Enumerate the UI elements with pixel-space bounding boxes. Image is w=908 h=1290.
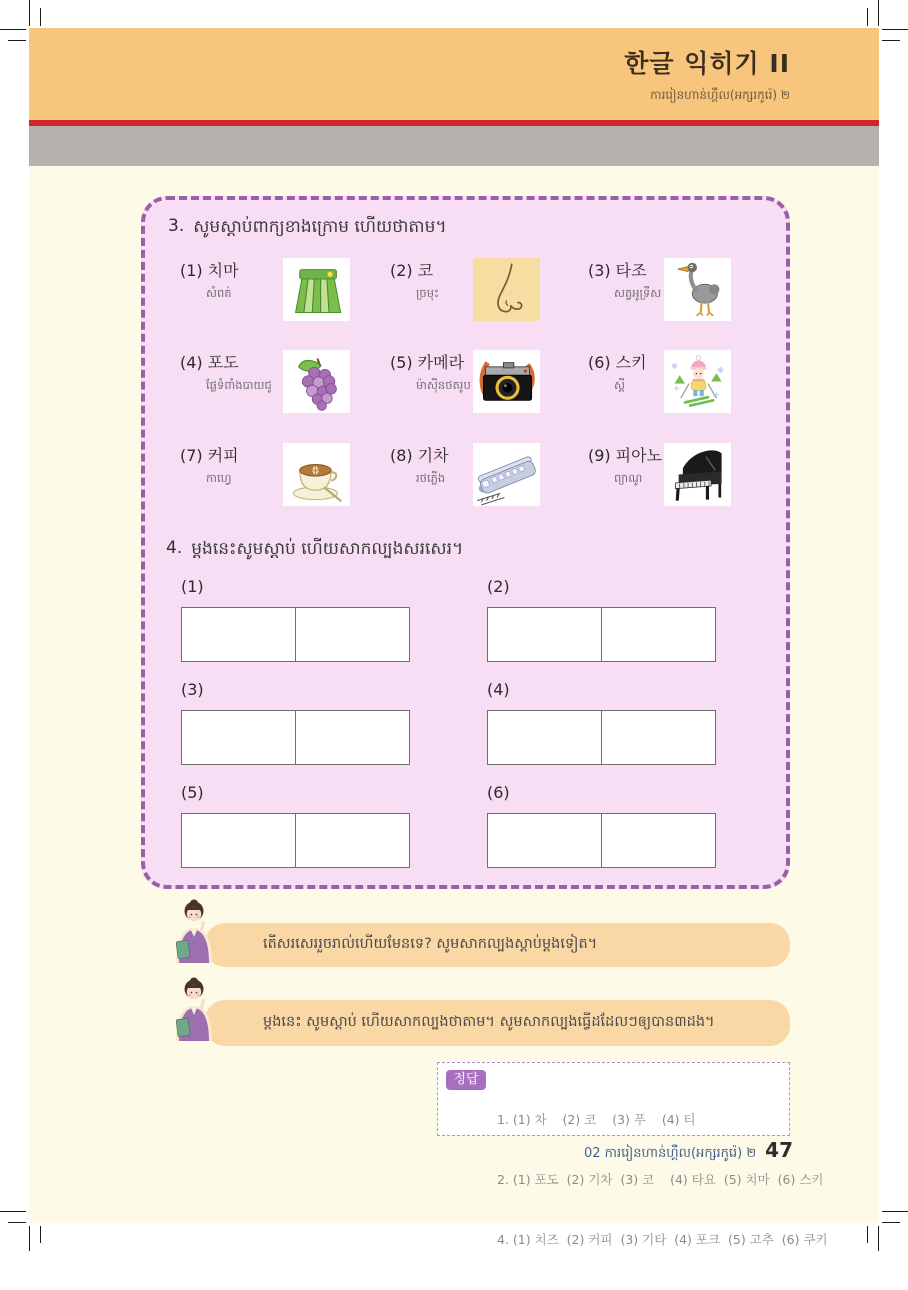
vocab-item-6: [588, 350, 731, 413]
item-khmer: សំពត់: [206, 286, 232, 300]
skirt-image: [283, 258, 350, 321]
crop-mark: [0, 1211, 26, 1212]
answer-cell: [602, 608, 715, 661]
teacher-note-text: តើសរសេររួចរាល់ហើយមែនទេ? សូមសាកល្បងស្ដាប់ម្ដងទៀត។: [263, 935, 598, 952]
exercise3-number: 3.: [168, 216, 185, 236]
item-korean: 코: [417, 261, 434, 280]
vocab-item-9: [588, 443, 731, 506]
item-number: (7): [180, 446, 203, 465]
answer-label-2: (2): [487, 577, 510, 596]
item-number: (4): [180, 353, 203, 372]
nose-image: [473, 258, 540, 321]
item-korean: 타조: [615, 261, 647, 280]
item-khmer: រថភ្លើង: [416, 471, 446, 485]
exercise3-heading: [168, 216, 447, 241]
crop-mark: [882, 29, 908, 30]
item-number: (1): [180, 261, 203, 280]
page-title: 한글 익히기 II: [624, 49, 790, 78]
teacher-icon: [170, 975, 218, 1043]
exercise-box: [141, 196, 790, 889]
item-number: (2): [390, 261, 413, 280]
footer-page-number: 47: [765, 1138, 793, 1162]
item-korean: 기차: [417, 446, 449, 465]
item-khmer: ស្គី: [614, 378, 625, 392]
crop-mark: [40, 8, 41, 26]
item-number: (9): [588, 446, 611, 465]
answer-key-line-2: 2. (1) 포도 (2) 기차 (3) 코 (4) 타요 (5) 치마 (6) 스키: [497, 1172, 824, 1187]
answer-cell: [488, 711, 602, 764]
item-khmer: ច្រមុះ: [416, 286, 440, 300]
item-number: (5): [390, 353, 413, 372]
crop-mark: [29, 1226, 30, 1251]
vocab-item-4: [180, 350, 350, 413]
teacher-note-text: ម្ដងនេះ សូមស្ដាប់ ហើយសាកល្បងថាតាម។ សូមសាកល្បងធ្វើដដែលៗឲ្យបាន៣ដង។: [263, 1013, 715, 1030]
vocab-item-8: [390, 443, 540, 506]
answer-cell: [488, 608, 602, 661]
item-khmer: ព្យាណូ: [614, 471, 643, 485]
answer-key-line-3: 4. (1) 치즈 (2) 커피 (3) 기타 (4) 포크 (5) 고추 (6) 쿠키: [497, 1232, 828, 1247]
crop-mark: [882, 1211, 908, 1212]
crop-mark: [8, 1222, 26, 1223]
item-khmer: សត្វអូទ្រីស: [614, 286, 662, 300]
crop-mark: [878, 1226, 879, 1251]
answer-cell: [296, 608, 409, 661]
answer-label-6: (6): [487, 783, 510, 802]
answer-cell: [182, 711, 296, 764]
answer-box-3: [181, 710, 410, 765]
teacher-note-2: [205, 1000, 790, 1046]
answer-cell: [296, 814, 409, 867]
skier-image: [664, 350, 731, 413]
answer-key-badge: 정답: [446, 1070, 486, 1090]
item-korean: 피아노: [615, 446, 663, 465]
vocab-item-7: [180, 443, 350, 506]
exercise3-title: សូមស្ដាប់ពាក្យខាងក្រោម ហើយថាតាម។: [193, 217, 447, 237]
answer-cell: [602, 814, 715, 867]
crop-mark: [29, 0, 30, 26]
crop-mark: [867, 8, 868, 26]
page-footer: [584, 1138, 793, 1164]
coffee-image: [283, 443, 350, 506]
item-number: (6): [588, 353, 611, 372]
teacher-icon: [170, 897, 218, 965]
exercise4-heading: [166, 538, 463, 563]
crop-mark: [0, 29, 26, 30]
answer-label-3: (3): [181, 680, 204, 699]
answer-box-2: [487, 607, 716, 662]
crop-mark: [867, 1226, 868, 1243]
ostrich-image: [664, 258, 731, 321]
item-number: (8): [390, 446, 413, 465]
answer-cell: [488, 814, 602, 867]
item-khmer: កាហ្វេ: [206, 471, 232, 485]
crop-mark: [8, 40, 26, 41]
item-korean: 스키: [615, 353, 647, 372]
item-number: (3): [588, 261, 611, 280]
vocab-item-1: [180, 258, 350, 321]
answer-cell: [182, 814, 296, 867]
item-korean: 포도: [207, 353, 239, 372]
item-khmer: ម៉ាស៊ីនថតរូប: [416, 378, 471, 392]
answer-cell: [602, 711, 715, 764]
answer-box-5: [181, 813, 410, 868]
teacher-note-1: [205, 923, 790, 967]
vocab-item-3: [588, 258, 731, 321]
answer-label-4: (4): [487, 680, 510, 699]
item-khmer: ផ្លែទំពាំងបាយជូ: [206, 378, 272, 392]
answer-key-line-1: 1. (1) 차 (2) 코 (3) 푸 (4) 티: [497, 1112, 696, 1127]
answer-cell: [182, 608, 296, 661]
grapes-image: [283, 350, 350, 413]
answer-cell: [296, 711, 409, 764]
item-korean: 카메라: [417, 353, 465, 372]
camera-image: [473, 350, 540, 413]
textbook-page: [29, 28, 879, 1247]
item-korean: 커피: [207, 446, 239, 465]
vocab-item-2: [390, 258, 540, 321]
crop-mark: [878, 0, 879, 26]
exercise4-number: 4.: [166, 538, 183, 558]
footer-chapter-title: 02 ការរៀនហាន់ហ្គឺល(អក្សរកូរ៉េ) ២: [583, 1146, 757, 1161]
piano-image: [664, 443, 731, 506]
crop-mark: [882, 1222, 900, 1223]
header-band: [29, 28, 879, 120]
answer-box-4: [487, 710, 716, 765]
answer-label-1: (1): [181, 577, 204, 596]
crop-mark: [40, 1226, 41, 1243]
item-korean: 치마: [207, 261, 239, 280]
answer-box-6: [487, 813, 716, 868]
answer-label-5: (5): [181, 783, 204, 802]
header-gray-band: [29, 126, 879, 166]
train-image: [473, 443, 540, 506]
answer-box-1: [181, 607, 410, 662]
vocab-item-5: [390, 350, 540, 413]
exercise4-title: ម្ដងនេះសូមស្ដាប់ ហើយសាកល្បងសរសេរ។: [191, 539, 464, 559]
crop-mark: [882, 40, 900, 41]
page-subtitle: ការរៀនហាន់ហ្គឺល(អក្សរកូរ៉េ) ២: [650, 88, 790, 102]
